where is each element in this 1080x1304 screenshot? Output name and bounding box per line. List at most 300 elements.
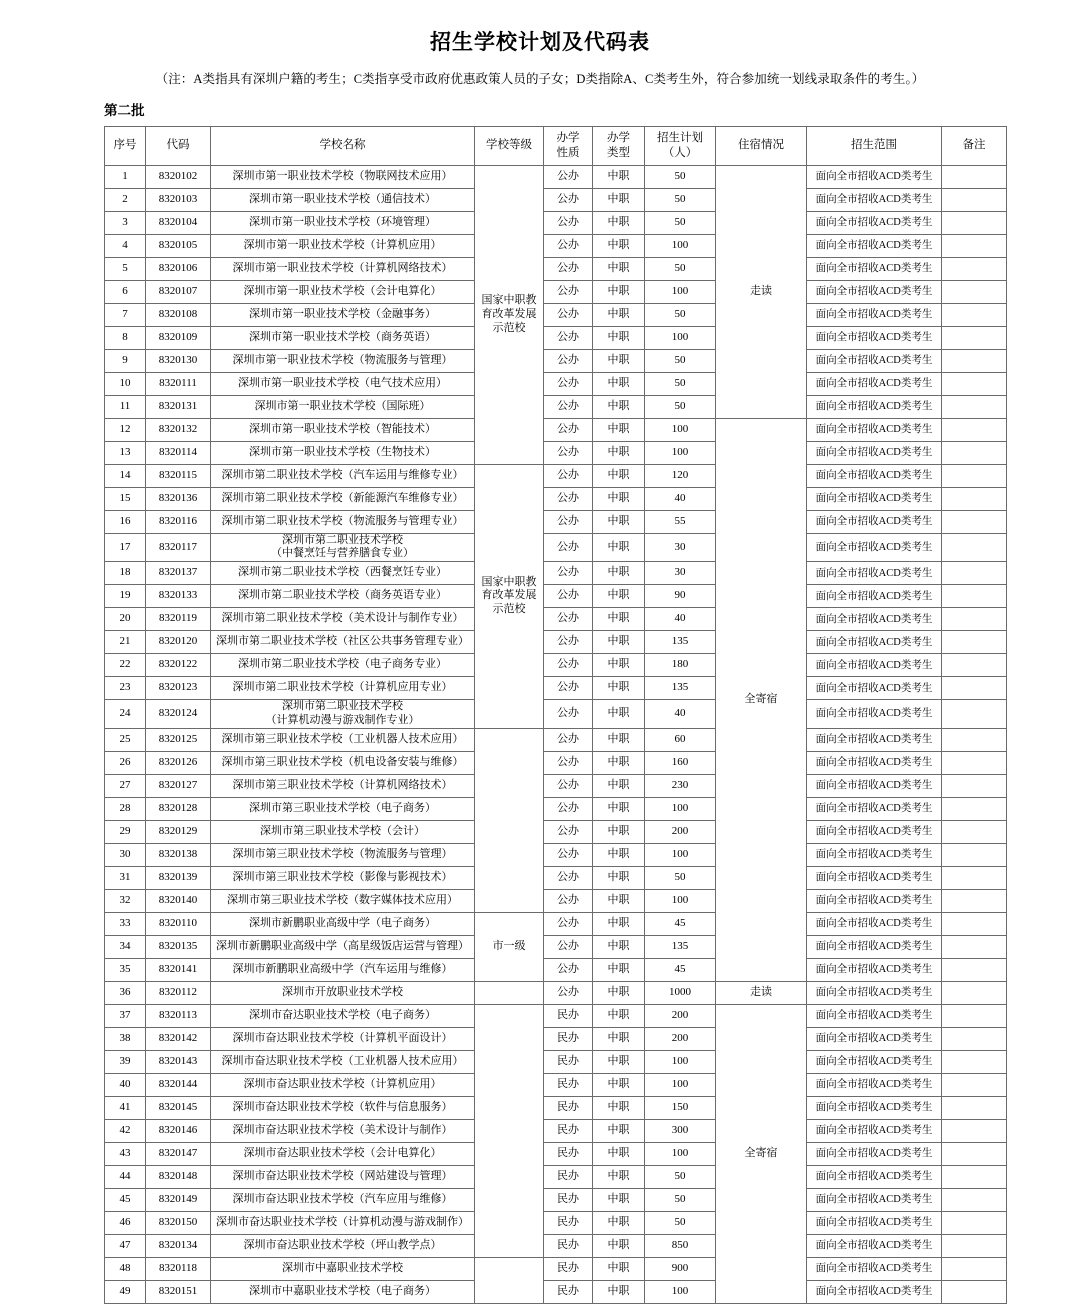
cell-type: 中职 (593, 441, 645, 464)
cell-remark (942, 188, 1007, 211)
cell-seq: 22 (105, 654, 146, 677)
cell-code: 8320140 (146, 889, 211, 912)
cell-code: 8320141 (146, 958, 211, 981)
cell-plan: 230 (645, 774, 716, 797)
cell-seq: 2 (105, 188, 146, 211)
cell-school: 深圳市第三职业技术学校（会计） (211, 820, 475, 843)
cell-remark (942, 843, 1007, 866)
cell-remark (942, 1188, 1007, 1211)
cell-code: 8320113 (146, 1004, 211, 1027)
cell-remark (942, 677, 1007, 700)
cell-school: 深圳市第三职业技术学校（影像与影视技术） (211, 866, 475, 889)
cell-seq: 1 (105, 165, 146, 188)
table-row (105, 1234, 1007, 1257)
cell-school: 深圳市第一职业技术学校（智能技术） (211, 418, 475, 441)
column-header-plan-line1: 招生计划 (657, 132, 703, 145)
cell-seq: 23 (105, 677, 146, 700)
cell-school: 深圳市第二职业技术学校（商务英语专业） (211, 585, 475, 608)
cell-boarding: 全寄宿 (716, 1004, 807, 1303)
cell-nature: 公办 (544, 912, 593, 935)
cell-seq: 33 (105, 912, 146, 935)
cell-nature: 公办 (544, 843, 593, 866)
cell-type: 中职 (593, 981, 645, 1004)
cell-remark (942, 889, 1007, 912)
cell-school: 深圳市第三职业技术学校（数字媒体技术应用） (211, 889, 475, 912)
cell-remark (942, 1119, 1007, 1142)
table-row (105, 958, 1007, 981)
cell-seq: 7 (105, 303, 146, 326)
table-row (105, 843, 1007, 866)
cell-school: 深圳市第一职业技术学校（通信技术） (211, 188, 475, 211)
cell-remark (942, 866, 1007, 889)
cell-school: 深圳市第一职业技术学校（计算机应用） (211, 234, 475, 257)
cell-plan: 50 (645, 866, 716, 889)
cell-seq: 35 (105, 958, 146, 981)
table-row (105, 797, 1007, 820)
table-row (105, 585, 1007, 608)
cell-scope: 面向全市招收ACD类考生 (807, 935, 942, 958)
cell-scope: 面向全市招收ACD类考生 (807, 165, 942, 188)
cell-seq: 15 (105, 487, 146, 510)
cell-type: 中职 (593, 165, 645, 188)
table-row (105, 349, 1007, 372)
column-header-nature-line2: 性质 (556, 146, 580, 159)
cell-scope: 面向全市招收ACD类考生 (807, 303, 942, 326)
cell-nature: 公办 (544, 981, 593, 1004)
cell-seq: 4 (105, 234, 146, 257)
column-header-level: 学校等级 (475, 126, 544, 165)
cell-seq: 5 (105, 257, 146, 280)
cell-nature: 民办 (544, 1257, 593, 1280)
cell-school: 深圳市第一职业技术学校（商务英语） (211, 326, 475, 349)
cell-plan: 50 (645, 1211, 716, 1234)
table-row (105, 820, 1007, 843)
table-row (105, 1142, 1007, 1165)
cell-type: 中职 (593, 1188, 645, 1211)
column-header-type (593, 126, 645, 165)
cell-plan: 40 (645, 487, 716, 510)
cell-school: 深圳市奋达职业技术学校（网站建设与管理） (211, 1165, 475, 1188)
enrollment-plan-table (104, 126, 1007, 1304)
cell-school: 深圳市第三职业技术学校（计算机网络技术） (211, 774, 475, 797)
cell-plan: 45 (645, 958, 716, 981)
cell-plan: 50 (645, 349, 716, 372)
cell-nature: 民办 (544, 1073, 593, 1096)
cell-remark (942, 1050, 1007, 1073)
cell-nature: 公办 (544, 958, 593, 981)
cell-remark (942, 464, 1007, 487)
cell-school: 深圳市中嘉职业技术学校（电子商务） (211, 1280, 475, 1303)
table-row (105, 372, 1007, 395)
cell-school (211, 533, 475, 562)
cell-school: 深圳市新鹏职业高级中学（汽车运用与维修） (211, 958, 475, 981)
cell-remark (942, 820, 1007, 843)
cell-school: 深圳市开放职业技术学校 (211, 981, 475, 1004)
cell-nature: 公办 (544, 395, 593, 418)
cell-remark (942, 1165, 1007, 1188)
cell-nature: 民办 (544, 1050, 593, 1073)
cell-code: 8320134 (146, 1234, 211, 1257)
cell-plan: 40 (645, 700, 716, 729)
cell-scope: 面向全市招收ACD类考生 (807, 1257, 942, 1280)
cell-seq: 39 (105, 1050, 146, 1073)
cell-scope: 面向全市招收ACD类考生 (807, 1004, 942, 1027)
cell-remark (942, 1211, 1007, 1234)
cell-nature: 公办 (544, 510, 593, 533)
cell-plan: 200 (645, 1027, 716, 1050)
cell-code: 8320133 (146, 585, 211, 608)
cell-scope: 面向全市招收ACD类考生 (807, 487, 942, 510)
cell-scope: 面向全市招收ACD类考生 (807, 654, 942, 677)
cell-seq: 37 (105, 1004, 146, 1027)
cell-code: 8320110 (146, 912, 211, 935)
cell-remark (942, 349, 1007, 372)
cell-code: 8320131 (146, 395, 211, 418)
table-row (105, 234, 1007, 257)
cell-code: 8320135 (146, 935, 211, 958)
cell-nature: 公办 (544, 866, 593, 889)
cell-code: 8320120 (146, 631, 211, 654)
cell-code: 8320116 (146, 510, 211, 533)
cell-school-line1: 深圳市第二职业技术学校 (282, 533, 403, 546)
cell-type: 中职 (593, 774, 645, 797)
document-note: （注：A类指具有深圳户籍的考生；C类指享受市政府优惠政策人员的子女；D类指除A、C类考生外，符合参加统一划线录取条件的考生。） (155, 72, 925, 87)
cell-seq: 17 (105, 533, 146, 562)
cell-seq: 32 (105, 889, 146, 912)
cell-seq: 41 (105, 1096, 146, 1119)
cell-plan: 50 (645, 165, 716, 188)
cell-seq: 28 (105, 797, 146, 820)
cell-code: 8320129 (146, 820, 211, 843)
cell-scope: 面向全市招收ACD类考生 (807, 728, 942, 751)
cell-code: 8320103 (146, 188, 211, 211)
cell-code: 8320124 (146, 700, 211, 729)
cell-scope: 面向全市招收ACD类考生 (807, 774, 942, 797)
cell-scope: 面向全市招收ACD类考生 (807, 1280, 942, 1303)
cell-scope: 面向全市招收ACD类考生 (807, 1165, 942, 1188)
cell-plan: 50 (645, 188, 716, 211)
cell-plan: 200 (645, 820, 716, 843)
cell-scope: 面向全市招收ACD类考生 (807, 981, 942, 1004)
cell-plan: 200 (645, 1004, 716, 1027)
cell-seq: 3 (105, 211, 146, 234)
cell-scope: 面向全市招收ACD类考生 (807, 677, 942, 700)
cell-code: 8320127 (146, 774, 211, 797)
table-header (105, 126, 1007, 165)
cell-school (211, 700, 475, 729)
cell-nature: 公办 (544, 487, 593, 510)
cell-code: 8320139 (146, 866, 211, 889)
cell-scope: 面向全市招收ACD类考生 (807, 562, 942, 585)
cell-code: 8320142 (146, 1027, 211, 1050)
cell-code: 8320137 (146, 562, 211, 585)
cell-scope: 面向全市招收ACD类考生 (807, 395, 942, 418)
table-row (105, 464, 1007, 487)
cell-plan: 100 (645, 418, 716, 441)
cell-nature: 公办 (544, 257, 593, 280)
cell-remark (942, 958, 1007, 981)
cell-school: 深圳市奋达职业技术学校（会计电算化） (211, 1142, 475, 1165)
cell-type: 中职 (593, 418, 645, 441)
cell-type: 中职 (593, 608, 645, 631)
cell-code: 8320112 (146, 981, 211, 1004)
table-row (105, 257, 1007, 280)
cell-scope: 面向全市招收ACD类考生 (807, 510, 942, 533)
cell-seq: 40 (105, 1073, 146, 1096)
cell-school: 深圳市奋达职业技术学校（电子商务） (211, 1004, 475, 1027)
cell-remark (942, 608, 1007, 631)
cell-seq: 47 (105, 1234, 146, 1257)
cell-nature: 民办 (544, 1119, 593, 1142)
cell-boarding: 全寄宿 (716, 418, 807, 981)
cell-scope: 面向全市招收ACD类考生 (807, 211, 942, 234)
cell-type: 中职 (593, 1234, 645, 1257)
cell-remark (942, 533, 1007, 562)
cell-remark (942, 1004, 1007, 1027)
cell-school: 深圳市第一职业技术学校（电气技术应用） (211, 372, 475, 395)
cell-seq: 48 (105, 1257, 146, 1280)
cell-remark (942, 1073, 1007, 1096)
cell-plan: 50 (645, 372, 716, 395)
batch-label: 第二批 (104, 103, 145, 119)
cell-nature: 公办 (544, 774, 593, 797)
cell-code: 8320149 (146, 1188, 211, 1211)
cell-remark (942, 935, 1007, 958)
cell-nature: 民办 (544, 1211, 593, 1234)
cell-nature: 民办 (544, 1027, 593, 1050)
table-row (105, 677, 1007, 700)
cell-type: 中职 (593, 1073, 645, 1096)
cell-seq: 34 (105, 935, 146, 958)
table-row (105, 981, 1007, 1004)
cell-nature: 民办 (544, 1234, 593, 1257)
column-header-remark: 备注 (942, 126, 1007, 165)
cell-nature: 公办 (544, 349, 593, 372)
cell-code: 8320118 (146, 1257, 211, 1280)
cell-plan: 100 (645, 1073, 716, 1096)
table-row (105, 1165, 1007, 1188)
cell-nature: 公办 (544, 441, 593, 464)
cell-school: 深圳市奋达职业技术学校（工业机器人技术应用） (211, 1050, 475, 1073)
table-row (105, 533, 1007, 562)
cell-seq: 9 (105, 349, 146, 372)
cell-school: 深圳市第三职业技术学校（工业机器人技术应用） (211, 728, 475, 751)
cell-code: 8320104 (146, 211, 211, 234)
cell-code: 8320136 (146, 487, 211, 510)
cell-plan: 900 (645, 1257, 716, 1280)
cell-seq: 29 (105, 820, 146, 843)
cell-type: 中职 (593, 843, 645, 866)
cell-remark (942, 303, 1007, 326)
column-header-type-line2: 类型 (607, 146, 630, 159)
column-header-code: 代码 (146, 126, 211, 165)
cell-school-level (475, 728, 544, 912)
cell-remark (942, 1096, 1007, 1119)
cell-plan: 50 (645, 1188, 716, 1211)
cell-level-line: 国家中职教 (481, 575, 537, 588)
cell-seq: 43 (105, 1142, 146, 1165)
cell-school: 深圳市第一职业技术学校（生物技术） (211, 441, 475, 464)
cell-seq: 20 (105, 608, 146, 631)
cell-plan: 50 (645, 303, 716, 326)
cell-type: 中职 (593, 1165, 645, 1188)
cell-type: 中职 (593, 280, 645, 303)
cell-nature: 公办 (544, 820, 593, 843)
cell-school-line2: （中餐烹饪与营养膳食专业） (271, 547, 414, 560)
cell-plan: 850 (645, 1234, 716, 1257)
column-header-boarding: 住宿情况 (716, 126, 807, 165)
cell-remark (942, 165, 1007, 188)
table-row (105, 510, 1007, 533)
table-row (105, 441, 1007, 464)
cell-nature: 民办 (544, 1142, 593, 1165)
cell-school: 深圳市第二职业技术学校（汽车运用与维修专业） (211, 464, 475, 487)
cell-nature: 公办 (544, 797, 593, 820)
cell-code: 8320122 (146, 654, 211, 677)
cell-nature: 公办 (544, 751, 593, 774)
cell-remark (942, 211, 1007, 234)
cell-type: 中职 (593, 257, 645, 280)
cell-seq: 42 (105, 1119, 146, 1142)
cell-scope: 面向全市招收ACD类考生 (807, 700, 942, 729)
cell-plan: 50 (645, 257, 716, 280)
cell-seq: 31 (105, 866, 146, 889)
cell-school: 深圳市第二职业技术学校（电子商务专业） (211, 654, 475, 677)
cell-nature: 公办 (544, 234, 593, 257)
cell-nature: 公办 (544, 562, 593, 585)
cell-code: 8320125 (146, 728, 211, 751)
cell-code: 8320144 (146, 1073, 211, 1096)
cell-school: 深圳市第一职业技术学校（计算机网络技术） (211, 257, 475, 280)
cell-remark (942, 372, 1007, 395)
cell-seq: 8 (105, 326, 146, 349)
table-row (105, 608, 1007, 631)
cell-plan: 40 (645, 608, 716, 631)
cell-code: 8320130 (146, 349, 211, 372)
cell-seq: 12 (105, 418, 146, 441)
cell-scope: 面向全市招收ACD类考生 (807, 889, 942, 912)
cell-nature: 公办 (544, 889, 593, 912)
cell-nature: 公办 (544, 677, 593, 700)
cell-code: 8320105 (146, 234, 211, 257)
cell-type: 中职 (593, 562, 645, 585)
cell-code: 8320109 (146, 326, 211, 349)
cell-remark (942, 981, 1007, 1004)
table-header-row (105, 126, 1007, 165)
cell-school: 深圳市新鹏职业高级中学（电子商务） (211, 912, 475, 935)
cell-plan: 180 (645, 654, 716, 677)
cell-type: 中职 (593, 958, 645, 981)
cell-remark (942, 1027, 1007, 1050)
cell-scope: 面向全市招收ACD类考生 (807, 585, 942, 608)
table-row (105, 1257, 1007, 1280)
cell-type: 中职 (593, 349, 645, 372)
cell-scope: 面向全市招收ACD类考生 (807, 820, 942, 843)
cell-plan: 50 (645, 1165, 716, 1188)
table-row (105, 866, 1007, 889)
cell-nature: 公办 (544, 631, 593, 654)
table-row (105, 280, 1007, 303)
cell-school: 深圳市第三职业技术学校（物流服务与管理） (211, 843, 475, 866)
column-header-plan-line2: （人） (662, 146, 698, 159)
cell-type: 中职 (593, 1004, 645, 1027)
cell-school: 深圳市中嘉职业技术学校 (211, 1257, 475, 1280)
table-row (105, 751, 1007, 774)
cell-seq: 38 (105, 1027, 146, 1050)
cell-plan: 300 (645, 1119, 716, 1142)
table-row (105, 1027, 1007, 1050)
cell-remark (942, 797, 1007, 820)
cell-type: 中职 (593, 326, 645, 349)
cell-plan: 160 (645, 751, 716, 774)
cell-remark (942, 1234, 1007, 1257)
cell-school: 深圳市第二职业技术学校（美术设计与制作专业） (211, 608, 475, 631)
cell-plan: 100 (645, 1142, 716, 1165)
cell-nature: 公办 (544, 211, 593, 234)
cell-nature: 公办 (544, 608, 593, 631)
cell-scope: 面向全市招收ACD类考生 (807, 188, 942, 211)
cell-remark (942, 418, 1007, 441)
cell-type: 中职 (593, 889, 645, 912)
cell-school: 深圳市奋达职业技术学校（计算机动漫与游戏制作） (211, 1211, 475, 1234)
cell-nature: 公办 (544, 326, 593, 349)
cell-seq: 16 (105, 510, 146, 533)
cell-scope: 面向全市招收ACD类考生 (807, 1142, 942, 1165)
cell-scope: 面向全市招收ACD类考生 (807, 234, 942, 257)
cell-seq: 11 (105, 395, 146, 418)
cell-remark (942, 631, 1007, 654)
cell-seq: 19 (105, 585, 146, 608)
cell-plan: 1000 (645, 981, 716, 1004)
cell-plan: 100 (645, 1280, 716, 1303)
cell-seq: 14 (105, 464, 146, 487)
cell-code: 8320148 (146, 1165, 211, 1188)
cell-seq: 21 (105, 631, 146, 654)
cell-plan: 150 (645, 1096, 716, 1119)
cell-code: 8320107 (146, 280, 211, 303)
cell-plan: 100 (645, 441, 716, 464)
cell-type: 中职 (593, 188, 645, 211)
cell-seq: 6 (105, 280, 146, 303)
cell-type: 中职 (593, 751, 645, 774)
cell-level-line: 市一级 (492, 939, 526, 952)
cell-remark (942, 654, 1007, 677)
cell-seq: 10 (105, 372, 146, 395)
cell-remark (942, 441, 1007, 464)
cell-scope: 面向全市招收ACD类考生 (807, 631, 942, 654)
cell-plan: 90 (645, 585, 716, 608)
cell-school: 深圳市奋达职业技术学校（美术设计与制作） (211, 1119, 475, 1142)
table-row (105, 889, 1007, 912)
cell-school: 深圳市奋达职业技术学校（计算机平面设计） (211, 1027, 475, 1050)
cell-scope: 面向全市招收ACD类考生 (807, 866, 942, 889)
cell-code: 8320128 (146, 797, 211, 820)
cell-level-line: 育改革发展 (481, 307, 537, 320)
cell-school: 深圳市第一职业技术学校（物联网技术应用） (211, 165, 475, 188)
cell-seq: 46 (105, 1211, 146, 1234)
column-header-school: 学校名称 (211, 126, 475, 165)
cell-nature: 公办 (544, 464, 593, 487)
cell-type: 中职 (593, 533, 645, 562)
cell-scope: 面向全市招收ACD类考生 (807, 843, 942, 866)
column-header-type-line1: 办学 (607, 132, 630, 145)
cell-code: 8320126 (146, 751, 211, 774)
cell-school-level (475, 1257, 544, 1303)
cell-type: 中职 (593, 631, 645, 654)
cell-code: 8320123 (146, 677, 211, 700)
cell-scope: 面向全市招收ACD类考生 (807, 1211, 942, 1234)
table-row (105, 395, 1007, 418)
